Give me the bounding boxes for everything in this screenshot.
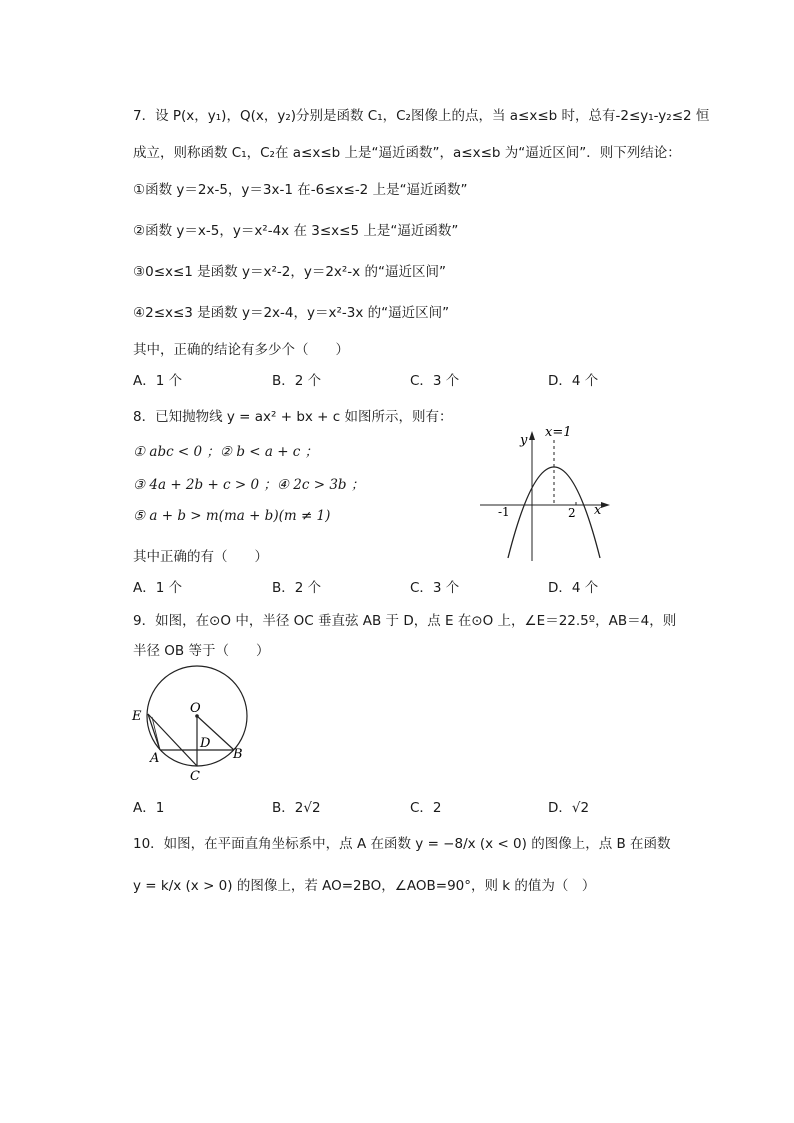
parabola-graph bbox=[470, 418, 620, 566]
parabola-curve bbox=[508, 467, 600, 558]
tick-label-2: 2 bbox=[568, 506, 576, 520]
q8-option-a[interactable]: A．1 个 bbox=[133, 580, 183, 596]
label-e: E bbox=[132, 709, 142, 724]
q7-question: 其中，正确的结论有多少个（ ） bbox=[133, 342, 349, 358]
tick-label-neg1: -1 bbox=[498, 505, 510, 519]
q7-option-a[interactable]: A．1 个 bbox=[133, 373, 183, 389]
label-a: A bbox=[150, 751, 160, 766]
q10-stem-line2: y = k/x (x > 0) 的图像上，若 AO=2BO，∠AOB=90°，则 k 的值为（ ） bbox=[133, 878, 596, 894]
q8-statements-row3: ⑤ a + b > m(ma + b)(m ≠ 1) bbox=[133, 508, 331, 524]
label-d: D bbox=[200, 736, 211, 751]
symmetry-axis-label: x=1 bbox=[545, 425, 572, 440]
circle-figure bbox=[130, 665, 260, 785]
q8-stem: 8．已知抛物线 y = ax² + bx + c 如图所示，则有： bbox=[133, 409, 453, 425]
y-axis-arrow bbox=[529, 431, 535, 440]
q8-option-c[interactable]: C．3 个 bbox=[410, 580, 460, 596]
q9-option-a[interactable]: A．1 bbox=[133, 800, 165, 816]
y-axis-label: y bbox=[520, 433, 528, 448]
q8-option-b[interactable]: B．2 个 bbox=[272, 580, 322, 596]
q8-question: 其中正确的有（ ） bbox=[133, 549, 268, 565]
q8-statements-row1: ① abc < 0 ；② b < a + c ； bbox=[133, 444, 319, 460]
q7-option-d[interactable]: D．4 个 bbox=[548, 373, 599, 389]
q8-statements-row2: ③ 4a + 2b + c > 0 ；④ 2c > 3b ； bbox=[133, 477, 365, 493]
q7-stem-line2: 成立，则称函数 C₁，C₂在 a≤x≤b 上是“逼近函数”，a≤x≤b 为“逼近区间”．则下列结论： bbox=[133, 145, 681, 161]
q9-option-d[interactable]: D．√2 bbox=[548, 800, 590, 816]
q7-stem-line1: 7．设 P(x，y₁)，Q(x，y₂)分别是函数 C₁，C₂图像上的点，当 a≤x≤b 时，总有-2≤y₁-y₂≤2 恒 bbox=[133, 108, 710, 124]
q7-statement-1: ①函数 y＝2x-5，y＝3x-1 在-6≤x≤-2 上是“逼近函数” bbox=[133, 182, 468, 198]
q7-option-b[interactable]: B．2 个 bbox=[272, 373, 322, 389]
q9-option-b[interactable]: B．2√2 bbox=[272, 800, 321, 816]
label-c: C bbox=[190, 769, 200, 784]
q10-stem-line1: 10．如图，在平面直角坐标系中，点 A 在函数 y = −8/x (x < 0) 的图像上，点 B 在函数 bbox=[133, 836, 671, 852]
q7-statement-4: ④2≤x≤3 是函数 y＝2x-4，y＝x²-3x 的“逼近区间” bbox=[133, 305, 450, 321]
q9-option-c[interactable]: C．2 bbox=[410, 800, 442, 816]
q9-stem-line1: 9．如图，在⊙O 中，半径 OC 垂直弦 AB 于 D，点 E 在⊙O 上，∠E＝22.5º，AB＝4，则 bbox=[133, 613, 677, 629]
x-axis-arrow bbox=[601, 502, 610, 508]
label-o: O bbox=[190, 701, 201, 716]
x-axis-label: x bbox=[594, 503, 602, 518]
label-b: B bbox=[233, 747, 243, 762]
q7-option-c[interactable]: C．3 个 bbox=[410, 373, 460, 389]
q7-statement-2: ②函数 y＝x-5，y＝x²-4x 在 3≤x≤5 上是“逼近函数” bbox=[133, 223, 459, 239]
q9-stem-line2: 半径 OB 等于（ ） bbox=[133, 643, 270, 659]
q7-statement-3: ③0≤x≤1 是函数 y＝x²-2，y＝2x²-x 的“逼近区间” bbox=[133, 264, 446, 280]
q8-option-d[interactable]: D．4 个 bbox=[548, 580, 599, 596]
